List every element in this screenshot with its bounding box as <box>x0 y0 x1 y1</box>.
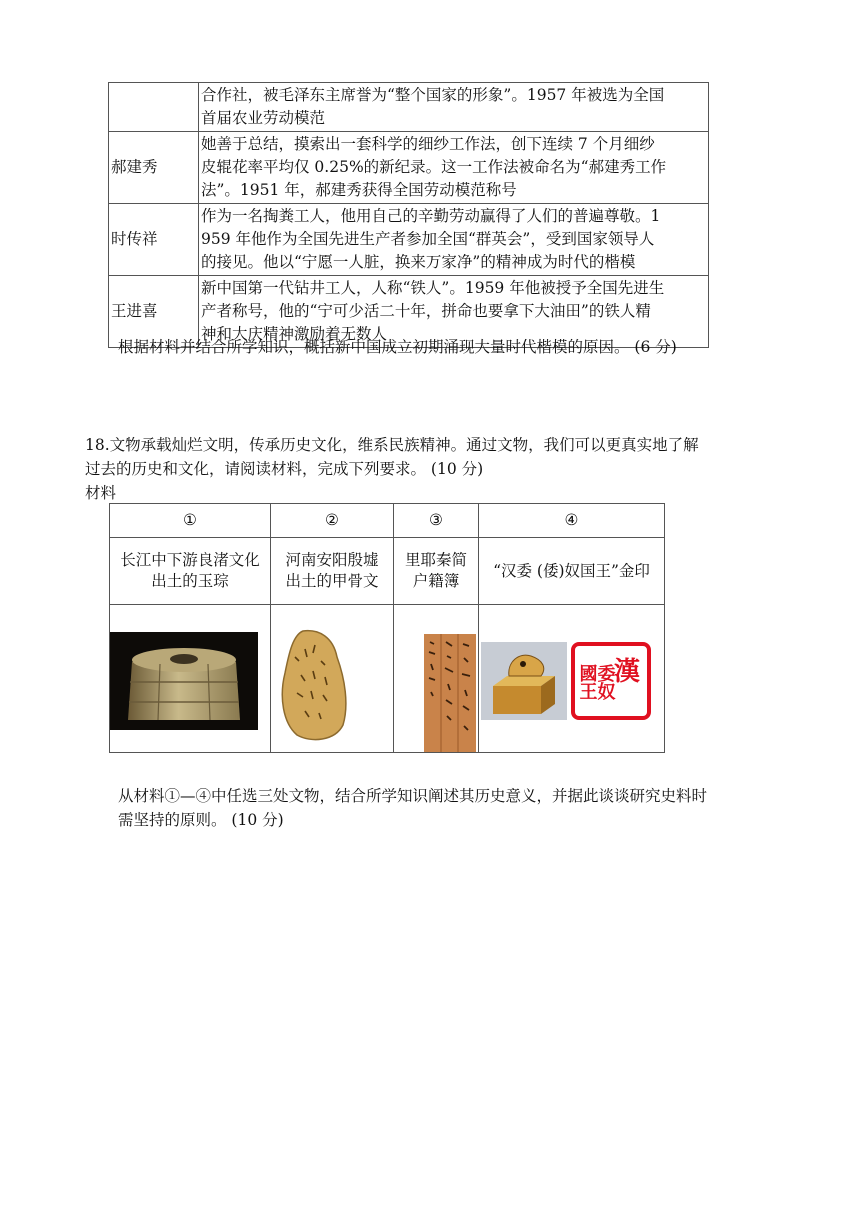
description-line: 她善于总结，摸索出一套科学的细纱工作法，创下连续 7 个月细纱 <box>201 135 655 153</box>
caption-cell-1 <box>110 538 271 605</box>
image-cell-3 <box>394 605 479 753</box>
question-line: 从材料①—④中任选三处文物，结合所学知识阐述其历史意义，并据此谈谈研究史料时 <box>118 787 708 805</box>
caption-line: 河南安阳殷墟 <box>285 551 379 569</box>
worker-name-cell <box>109 83 199 132</box>
table-row <box>109 204 709 276</box>
description-line: 皮辊花率平均仅 0.25%的新纪录。这一工作法被命名为“郝建秀工作 <box>201 158 667 176</box>
image-cell-4 <box>479 605 665 753</box>
worker-name-cell: 时传祥 <box>109 204 199 276</box>
header-cell-1: ① <box>110 504 271 538</box>
description-line: 法”。1951 年，郝建秀获得全国劳动模范称号 <box>201 181 517 199</box>
caption-cell-4 <box>479 538 665 605</box>
caption-line: 里耶秦简 <box>404 551 467 569</box>
image-cell-1 <box>110 605 271 753</box>
description-line: 合作社，被毛泽东主席誉为“整个国家的形象”。1957 年被选为全国 <box>201 86 665 104</box>
worker-description-cell <box>199 132 709 204</box>
worker-name-cell: 王进喜 <box>109 276 199 348</box>
question-18-line-1: 18.文物承载灿烂文明，传承历史文化，维系民族精神。通过文物，我们可以更真实地了解 <box>85 436 699 454</box>
description-line: 新中国第一代钻井工人，人称“铁人”。1959 年他被授予全国先进生 <box>201 279 665 297</box>
header-cell-3: ③ <box>394 504 479 538</box>
material-label: 材料 <box>85 484 117 502</box>
description-line: 的接见。他以“宁愿一人脏，换来万家净”的精神成为时代的楷模 <box>201 253 636 271</box>
description-line: 神和大庆精神激励着无数人 <box>201 325 388 343</box>
caption-line: 出土的甲骨文 <box>285 572 379 590</box>
seal-char-3: 國王 <box>576 664 598 700</box>
caption-line: 出土的玉琮 <box>151 572 229 590</box>
table-row <box>109 83 709 132</box>
gold-seal-image <box>481 642 567 720</box>
header-cell-4: ④ <box>479 504 665 538</box>
image-cell-2 <box>271 605 394 753</box>
oracle-bone-image <box>275 627 355 745</box>
table-row <box>110 605 665 753</box>
caption-cell-2 <box>271 538 394 605</box>
caption-line: “汉委 (倭)奴国王”金印 <box>493 561 650 580</box>
table-row <box>109 132 709 204</box>
caption-line: 户籍簿 <box>412 572 460 590</box>
description-line: 959 年他作为全国先进生产者参加全国“群英会”，受到国家领导人 <box>201 230 655 248</box>
jade-cong-image <box>110 632 258 730</box>
table-row <box>110 504 665 538</box>
question-line: 需坚持的原则。 (10 分) <box>118 811 284 829</box>
description-line: 产者称号，他的“宁可少活二十年，拼命也要拿下大油田”的铁人精 <box>201 302 651 320</box>
artifacts-table <box>109 503 665 753</box>
bamboo-slips-image <box>424 634 476 752</box>
model-workers-table <box>108 82 709 348</box>
header-cell-2: ② <box>271 504 394 538</box>
seal-char-2: 委奴 <box>594 664 616 700</box>
description-line: 作为一名掏粪工人，他用自己的辛勤劳动赢得了人们的普遍尊敬。1 <box>201 207 661 225</box>
table-row <box>110 538 665 605</box>
worker-description-cell <box>199 83 709 132</box>
question-18-line-2: 过去的历史和文化，请阅读材料，完成下列要求。 (10 分) <box>85 460 484 478</box>
seal-char-1: 漢 <box>613 657 641 687</box>
caption-line: 长江中下游良渚文化 <box>120 551 260 569</box>
question-17-prompt: 根据材料并结合所学知识，概括新中国成立初期涌现大量时代楷模的原因。 (6 分) <box>118 338 677 356</box>
question-18-prompt <box>118 784 707 832</box>
seal-imprint-image <box>571 642 651 720</box>
caption-cell-3 <box>394 538 479 605</box>
worker-name-cell: 郝建秀 <box>109 132 199 204</box>
worker-description-cell <box>199 204 709 276</box>
description-line: 首届农业劳动模范 <box>201 109 326 127</box>
